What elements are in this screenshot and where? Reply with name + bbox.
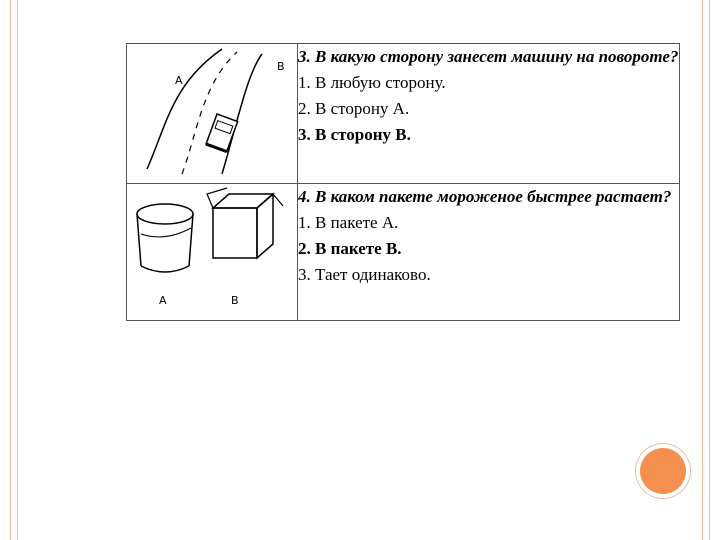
question-3-title: 3. В какую сторону занесет машину на повороте? bbox=[298, 47, 679, 66]
decorative-orange-circle bbox=[640, 448, 686, 494]
q4-option-2-correct: 2. В пакете В. bbox=[298, 239, 402, 258]
q4-option-1: 1. В пакете А. bbox=[298, 213, 399, 232]
label-b: В bbox=[231, 294, 239, 307]
quiz-table bbox=[126, 43, 680, 321]
package-b-box bbox=[207, 188, 283, 258]
question-row-3 bbox=[127, 44, 680, 184]
q4-option-3: 3. Тает одинаково. bbox=[298, 265, 431, 284]
package-a-cylinder bbox=[137, 204, 193, 272]
question-3-text bbox=[298, 44, 680, 184]
q3-option-1: 1. В любую сторону. bbox=[298, 73, 446, 92]
car-icon bbox=[206, 114, 238, 152]
q3-option-2: 2. В сторону А. bbox=[298, 99, 410, 118]
label-a: А bbox=[175, 74, 183, 87]
question-row-4 bbox=[127, 184, 680, 321]
question-4-title: 4. В каком пакете мороженое быстрее растает? bbox=[298, 187, 672, 206]
road-curve-illustration bbox=[127, 44, 295, 182]
left-decorative-frame bbox=[10, 0, 18, 540]
road-illustration-cell bbox=[127, 44, 298, 184]
label-b: В bbox=[277, 60, 285, 73]
ice-cream-packages-illustration bbox=[127, 184, 295, 320]
question-4-text bbox=[298, 184, 680, 321]
label-a: А bbox=[159, 294, 167, 307]
right-decorative-frame bbox=[702, 0, 710, 540]
packages-illustration-cell bbox=[127, 184, 298, 321]
q3-option-3-correct: 3. В сторону В. bbox=[298, 125, 411, 144]
